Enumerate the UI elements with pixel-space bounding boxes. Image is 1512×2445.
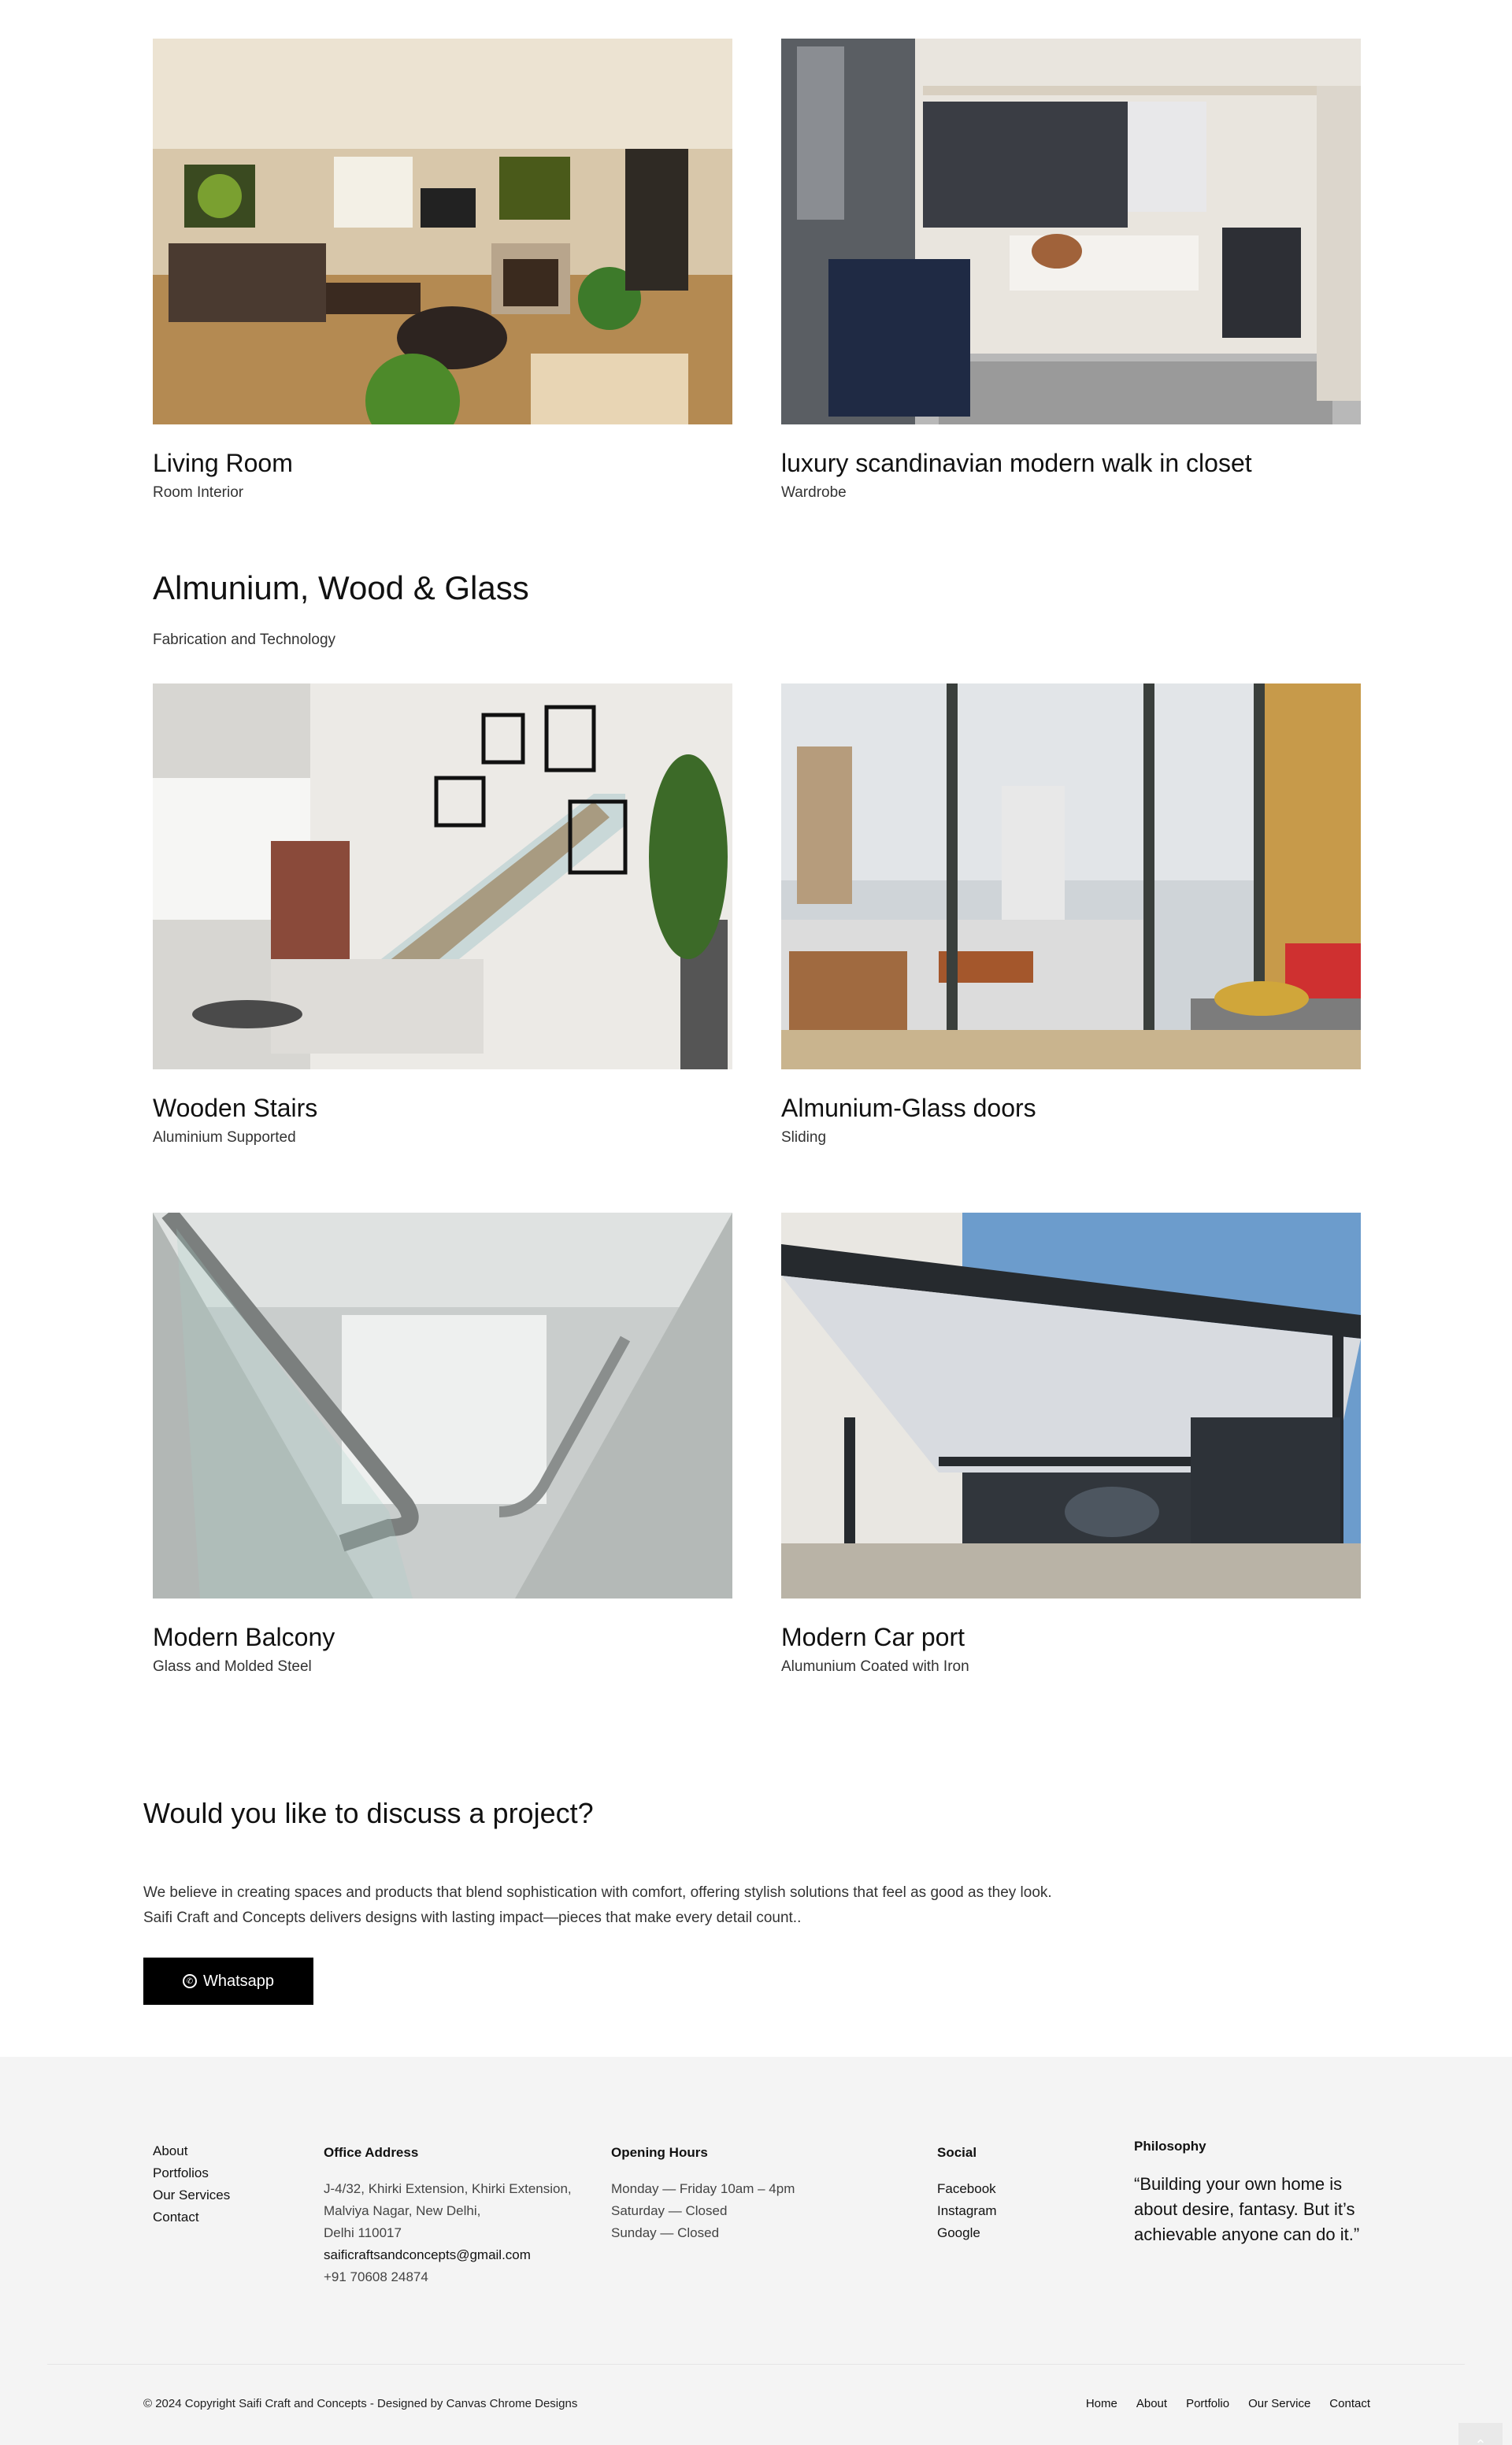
- glass-doors-photo[interactable]: [781, 683, 1361, 1069]
- hours-line: Monday — Friday 10am – 4pm: [611, 2181, 795, 2196]
- project-subtitle: Room Interior: [153, 484, 244, 502]
- projects-top-grid: [153, 39, 1361, 502]
- office-heading: Office Address: [324, 2145, 419, 2160]
- footer-divider: [47, 2364, 1465, 2365]
- footer-link-services[interactable]: Our Services: [153, 2188, 231, 2202]
- project-card[interactable]: [153, 39, 732, 502]
- philosophy: [1134, 2136, 1362, 2247]
- footer-nav: [1086, 2397, 1370, 2410]
- footer-nav-service[interactable]: Our Service: [1248, 2397, 1311, 2410]
- carport-photo[interactable]: [781, 1213, 1361, 1599]
- office-phone: +91 70608 24874: [324, 2269, 428, 2284]
- closet-photo[interactable]: [781, 39, 1361, 424]
- wooden-stairs-photo[interactable]: [153, 683, 732, 1069]
- office-address: [324, 2142, 572, 2288]
- project-title[interactable]: Almunium-Glass doors: [781, 1094, 1036, 1122]
- project-subtitle: Wardrobe: [781, 484, 847, 502]
- balcony-photo[interactable]: [153, 1213, 732, 1599]
- philosophy-quote: “Building your own home is about desire, fantasy. But it’s achievable anyone can do it.”: [1134, 2174, 1360, 2244]
- whatsapp-button-label: Whatsapp: [202, 1972, 275, 1990]
- project-card[interactable]: [153, 1213, 732, 1676]
- whatsapp-icon: ✆: [183, 1974, 197, 1988]
- office-email[interactable]: saificraftsandconcepts@gmail.com: [324, 2247, 531, 2262]
- project-subtitle: Alumunium Coated with Iron: [781, 1658, 969, 1676]
- footer-link-about[interactable]: About: [153, 2143, 188, 2158]
- project-subtitle: Aluminium Supported: [153, 1129, 296, 1147]
- office-line: Delhi 110017: [324, 2225, 402, 2240]
- project-card[interactable]: [781, 39, 1361, 502]
- section-subtitle: Fabrication and Technology: [153, 632, 336, 648]
- cta-title: Would you like to discuss a project?: [143, 1797, 594, 1829]
- opening-hours: [611, 2142, 795, 2244]
- footer-links: [153, 2140, 230, 2228]
- project-card[interactable]: [153, 683, 732, 1147]
- footer-nav-portfolio[interactable]: Portfolio: [1186, 2397, 1230, 2410]
- footer-link-contact[interactable]: Contact: [153, 2210, 199, 2225]
- project-subtitle: Glass and Molded Steel: [153, 1658, 312, 1676]
- project-card[interactable]: [781, 1213, 1361, 1676]
- footer-nav-home[interactable]: Home: [1085, 2397, 1117, 2410]
- projects-bottom-grid: [153, 1213, 1361, 1676]
- project-title[interactable]: Wooden Stairs: [153, 1094, 318, 1122]
- social-link-google[interactable]: Google: [937, 2225, 980, 2240]
- office-line: Malviya Nagar, New Delhi,: [324, 2203, 481, 2218]
- office-line: J-4/32, Khirki Extension, Khirki Extension,: [324, 2181, 572, 2196]
- scroll-to-top-button[interactable]: [1458, 2423, 1503, 2445]
- social-heading: Social: [937, 2145, 977, 2160]
- project-title[interactable]: luxury scandinavian modern walk in closet: [781, 449, 1252, 477]
- footer-nav-about[interactable]: About: [1136, 2397, 1168, 2410]
- social-links: [937, 2142, 997, 2244]
- footer-nav-contact[interactable]: Contact: [1329, 2397, 1370, 2410]
- copyright: © 2024 Copyright Saifi Craft and Concepts - Designed by Canvas Chrome Designs: [143, 2397, 578, 2410]
- project-title[interactable]: Living Room: [153, 449, 293, 477]
- whatsapp-button[interactable]: [143, 1958, 313, 2005]
- site-footer: [0, 2057, 1512, 2445]
- project-subtitle: Sliding: [781, 1129, 827, 1147]
- living-room-photo[interactable]: [153, 39, 732, 424]
- social-link-facebook[interactable]: Facebook: [937, 2181, 996, 2196]
- section-title: Almunium, Wood & Glass: [153, 569, 529, 606]
- social-link-instagram[interactable]: Instagram: [937, 2203, 997, 2218]
- projects-mid-grid: [153, 683, 1361, 1147]
- cta-text: We believe in creating spaces and products that blend sophistication with comfort, offering stylish solutions that feel as good as they look. Saifi Craft and Concepts delivers designs with lasting impact—pieces that make every detail count..: [143, 1884, 1052, 1926]
- hours-line: Saturday — Closed: [611, 2203, 728, 2218]
- project-title[interactable]: Modern Balcony: [153, 1623, 335, 1651]
- project-card[interactable]: [781, 683, 1361, 1147]
- philosophy-heading: Philosophy: [1134, 2139, 1206, 2154]
- project-title[interactable]: Modern Car port: [781, 1623, 965, 1651]
- footer-link-portfolios[interactable]: Portfolios: [153, 2165, 209, 2180]
- hours-heading: Opening Hours: [611, 2145, 708, 2160]
- hours-line: Sunday — Closed: [611, 2225, 720, 2240]
- chevron-up-icon: ⌃: [1474, 2436, 1487, 2445]
